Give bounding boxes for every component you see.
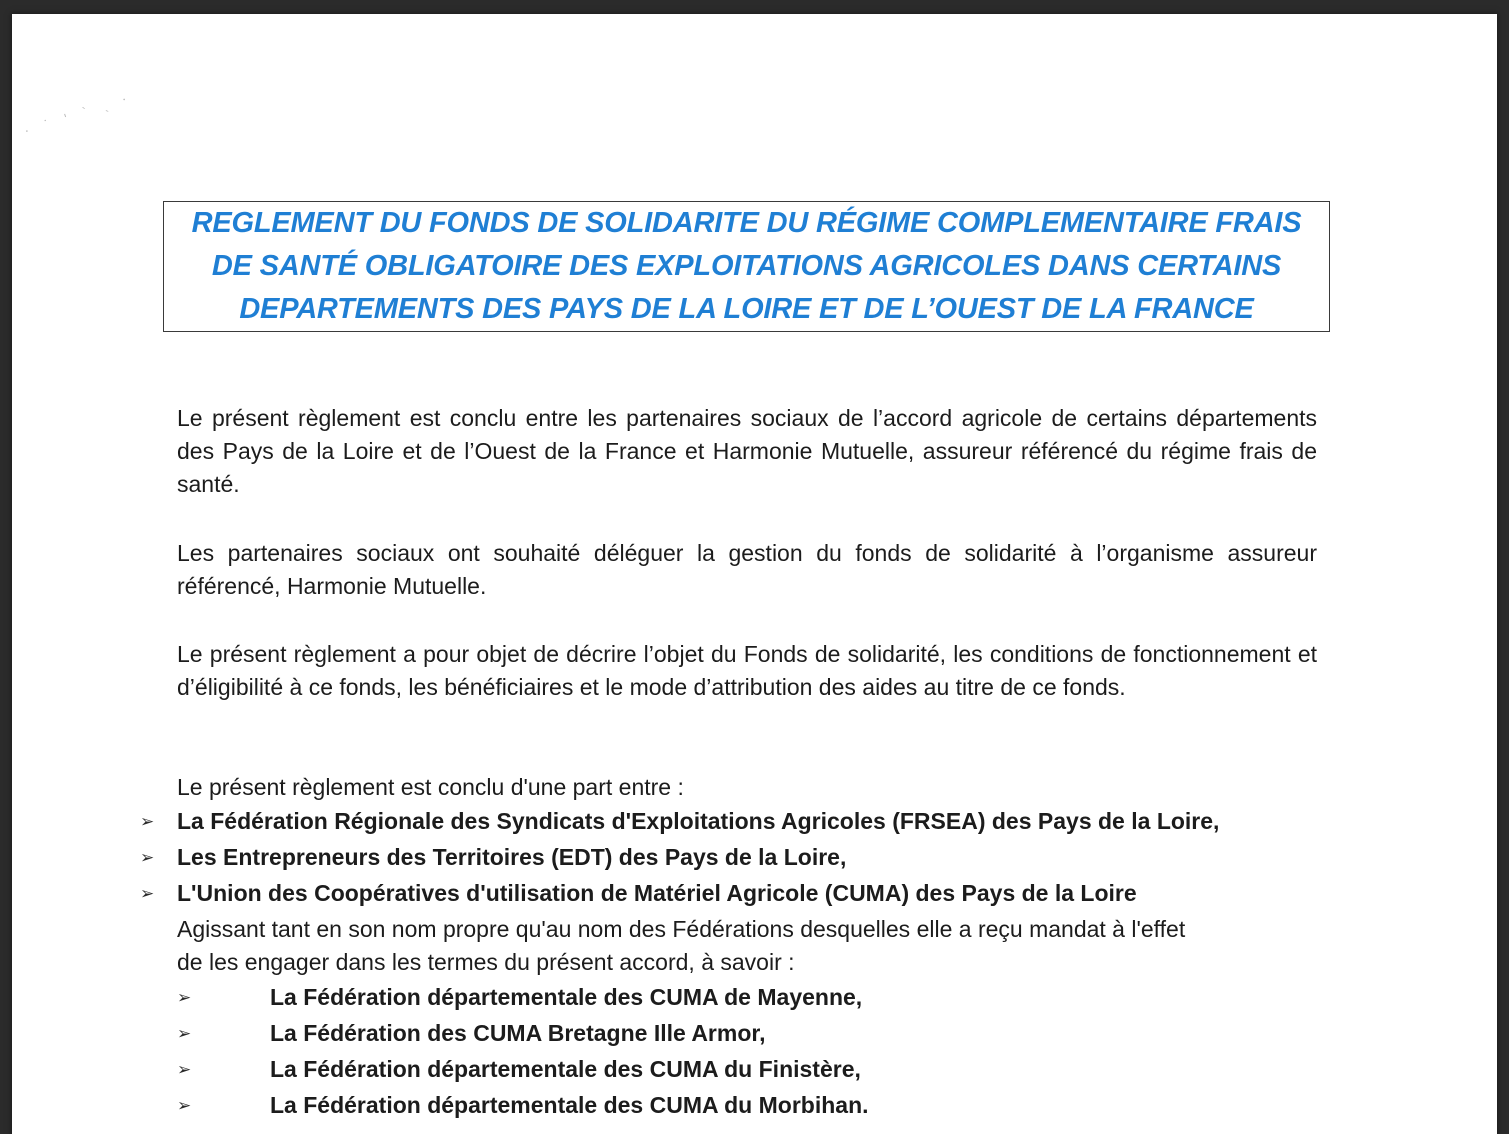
title-box (163, 201, 1330, 332)
bullet-arrow-icon: ➢ (177, 1096, 192, 1115)
bullet-arrow-icon: ➢ (140, 848, 155, 867)
title-line-3: DEPARTEMENTS DES PAYS DE LA LOIRE ET DE L’OUEST DE LA FRANCE (239, 293, 1254, 325)
paragraph-1: Le présent règlement est conclu entre les partenaires sociaux de l’accord agricole de certains départements des Pays de la Loire et de l’Ouest de la France et Harmonie Mutuelle, assureur référencé du régime frais de santé. (177, 405, 1317, 497)
bullet-arrow-icon: ➢ (140, 812, 155, 831)
paragraph-2: Les partenaires sociaux ont souhaité déléguer la gestion du fonds de solidarité à l’organisme assureur référencé, Harmonie Mutuelle. (177, 540, 1317, 599)
title-line-2: DE SANTÉ OBLIGATOIRE DES EXPLOITATIONS AGRICOLES DANS CERTAINS (211, 250, 1282, 282)
federation-item: La Fédération des CUMA Bretagne Ille Armor, (270, 1020, 766, 1046)
party-item: Les Entrepreneurs des Territoires (EDT) des Pays de la Loire, (177, 844, 847, 870)
mandate-text-line-2: de les engager dans les termes du présent accord, à savoir : (177, 949, 795, 975)
federation-item: La Fédération départementale des CUMA du Morbihan. (270, 1092, 869, 1118)
title-line-1: REGLEMENT DU FONDS DE SOLIDARITE DU RÉGIME COMPLEMENTAIRE FRAIS (191, 207, 1302, 239)
mandate-text-line-1: Agissant tant en son nom propre qu'au nom des Fédérations desquelles elle a reçu mandat à l'effet (177, 916, 1186, 942)
federation-item: La Fédération départementale des CUMA de Mayenne, (270, 984, 863, 1010)
bullet-arrow-icon: ➢ (177, 988, 192, 1007)
bullet-arrow-icon: ➢ (177, 1024, 192, 1043)
scan-artifact: · ˙ ' ` ˏ · (22, 90, 134, 139)
bullet-arrow-icon: ➢ (140, 884, 155, 903)
party-item: L'Union des Coopératives d'utilisation de Matériel Agricole (CUMA) des Pays de la Loire (177, 880, 1137, 906)
paragraph-3: Le présent règlement a pour objet de décrire l’objet du Fonds de solidarité, les conditions de fonctionnement et d’éligibilité à ce fonds, les bénéficiaires et le mode d’attribution des aides au titre de ce fonds. (177, 641, 1317, 700)
document-page (12, 14, 1497, 1134)
bullet-arrow-icon: ➢ (177, 1060, 192, 1079)
parties-intro: Le présent règlement est conclu d'une part entre : (177, 774, 684, 800)
federation-item: La Fédération départementale des CUMA du Finistère, (270, 1056, 861, 1082)
party-item: La Fédération Régionale des Syndicats d'Exploitations Agricoles (FRSEA) des Pays de la Loire, (177, 808, 1220, 834)
